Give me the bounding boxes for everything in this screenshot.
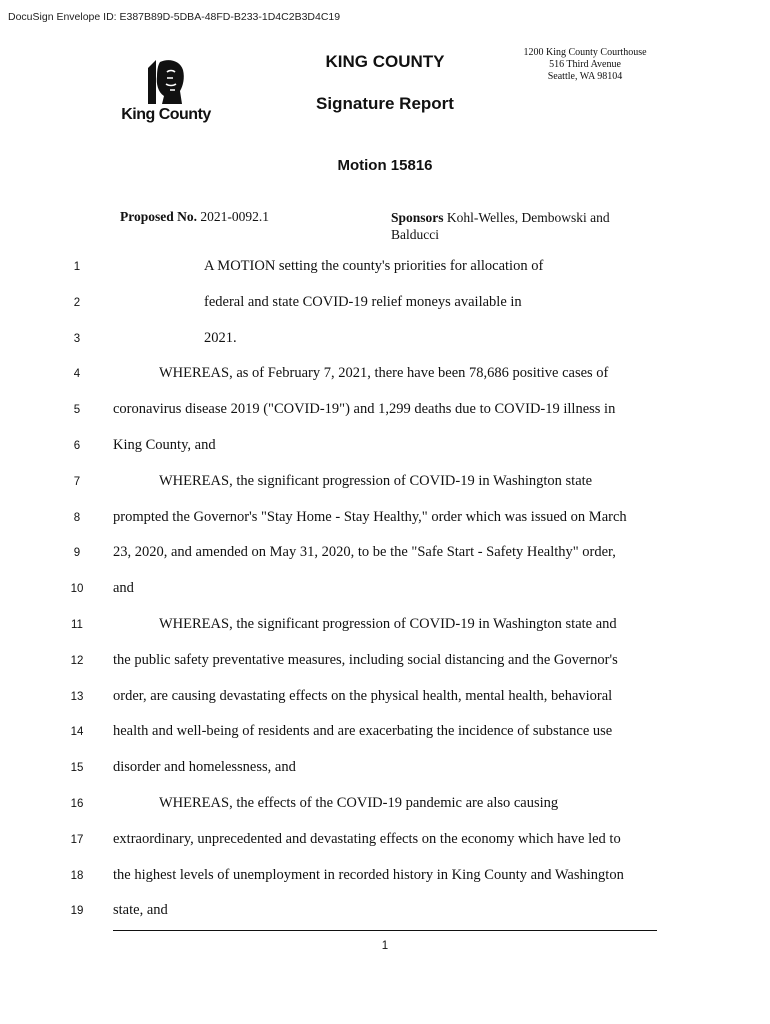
line-text: King County, and bbox=[113, 437, 216, 453]
sponsors-label: Sponsors bbox=[391, 210, 444, 225]
report-title: Signature Report bbox=[316, 94, 454, 113]
line-number: 19 bbox=[70, 905, 84, 918]
docusign-envelope-id: DocuSign Envelope ID: E387B89D-5DBA-48FD-B233-1D4C2B3D4C19 bbox=[8, 11, 341, 23]
line-text: WHEREAS, the significant progression of COVID-19 in Washington state and bbox=[159, 616, 617, 632]
document-line bbox=[0, 580, 770, 600]
line-text: the highest levels of unemployment in recorded history in King County and Washington bbox=[113, 866, 624, 883]
line-number: 9 bbox=[73, 547, 81, 560]
document-line bbox=[0, 723, 770, 743]
document-line bbox=[0, 544, 770, 564]
line-text: the public safety preventative measures, including social distancing and the Governor's bbox=[113, 651, 618, 668]
proposed-value: 2021-0092.1 bbox=[200, 209, 270, 224]
address-line: 516 Third Avenue bbox=[549, 59, 621, 70]
line-number: 6 bbox=[73, 440, 81, 452]
motion-title: Motion 15816 bbox=[337, 157, 433, 174]
line-text: state, and bbox=[113, 902, 168, 919]
document-line bbox=[0, 509, 770, 529]
line-number: 13 bbox=[70, 690, 84, 703]
line-text: disorder and homelessness, and bbox=[113, 759, 296, 776]
document-line bbox=[0, 759, 770, 779]
document-line bbox=[0, 258, 770, 278]
line-text: order, are causing devastating effects on the physical health, mental health, behavioral bbox=[113, 687, 613, 704]
document-line bbox=[0, 688, 770, 708]
document-line bbox=[0, 867, 770, 887]
line-number: 11 bbox=[71, 619, 83, 631]
king-county-logo bbox=[118, 58, 214, 130]
line-text: prompted the Governor's "Stay Home - Stay Healthy," order which was issued on March bbox=[113, 508, 627, 525]
line-text: WHEREAS, the significant progression of COVID-19 in Washington state bbox=[159, 472, 593, 489]
line-number: 16 bbox=[70, 798, 84, 810]
line-number: 10 bbox=[70, 583, 84, 596]
line-text: WHEREAS, the effects of the COVID-19 pandemic are also causing bbox=[159, 795, 559, 811]
document-line bbox=[0, 365, 770, 385]
sponsors bbox=[391, 209, 641, 243]
document-line bbox=[0, 473, 770, 493]
address-line: Seattle, WA 98104 bbox=[547, 71, 623, 82]
document-line bbox=[0, 330, 770, 350]
line-number: 14 bbox=[70, 726, 84, 739]
document-line bbox=[0, 294, 770, 314]
line-number: 1 bbox=[73, 261, 81, 273]
line-number: 8 bbox=[73, 511, 81, 524]
line-number: 15 bbox=[70, 762, 84, 775]
line-number: 12 bbox=[70, 654, 84, 667]
line-number: 4 bbox=[73, 368, 81, 381]
martin-luther-king-portrait-logo-icon bbox=[142, 58, 188, 104]
document-line bbox=[0, 401, 770, 421]
line-number: 18 bbox=[70, 869, 84, 882]
line-text: WHEREAS, as of February 7, 2021, there have been 78,686 positive cases of bbox=[159, 365, 609, 382]
proposed-number bbox=[120, 209, 269, 225]
logo-wordmark: King County bbox=[121, 106, 211, 123]
line-text: A MOTION setting the county's priorities for allocation of bbox=[204, 258, 544, 274]
document-line bbox=[0, 831, 770, 851]
line-number: 3 bbox=[73, 332, 81, 345]
courthouse-address bbox=[505, 47, 665, 83]
document-line bbox=[0, 616, 770, 636]
line-number: 17 bbox=[70, 833, 84, 846]
line-text: federal and state COVID-19 relief moneys available in bbox=[204, 293, 522, 310]
page-number: 1 bbox=[381, 940, 389, 952]
proposed-label: Proposed No. bbox=[120, 209, 198, 224]
line-text: extraordinary, unprecedented and devastating effects on the economy which have led to bbox=[113, 830, 621, 847]
document-line bbox=[0, 902, 770, 922]
address-line: 1200 King County Courthouse bbox=[523, 47, 647, 58]
line-number: 2 bbox=[73, 296, 81, 309]
line-text: health and well-being of residents and are exacerbating the incidence of substance use bbox=[113, 723, 613, 740]
document-line bbox=[0, 437, 770, 457]
document-line bbox=[0, 652, 770, 672]
footer-divider bbox=[113, 930, 657, 931]
line-text: and bbox=[113, 580, 134, 597]
sponsors-value: Kohl-Welles, Dembowski and Balducci bbox=[391, 210, 610, 242]
line-number: 7 bbox=[73, 475, 81, 488]
document-line bbox=[0, 795, 770, 815]
line-text: 23, 2020, and amended on May 31, 2020, to be the "Safe Start - Safety Healthy" order, bbox=[113, 544, 616, 561]
line-text: coronavirus disease 2019 ("COVID-19") and 1,299 deaths due to COVID-19 illness in bbox=[113, 401, 616, 418]
line-text: 2021. bbox=[204, 329, 237, 346]
county-title: KING COUNTY bbox=[325, 52, 445, 71]
line-number: 5 bbox=[73, 404, 81, 417]
